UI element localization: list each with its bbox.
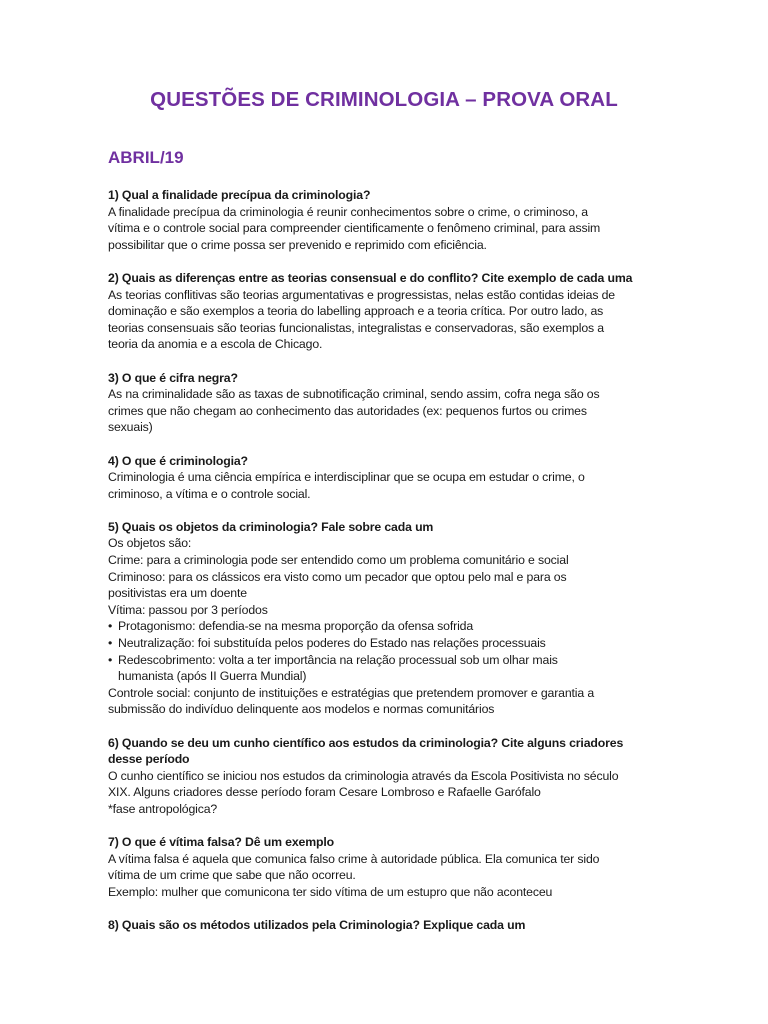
answer-line: Os objetos são: bbox=[108, 536, 192, 551]
question-heading: 2) Quais as diferenças entre as teorias consensual e do conflito? Cite exemplo de cada uma bbox=[108, 270, 633, 285]
answer-line: Crime: para a criminologia pode ser entendido como um problema comunitário e social bbox=[108, 553, 569, 568]
answer-line: crimes que não chegam ao conhecimento das autoridades (ex: pequenos furtos ou crimes bbox=[108, 403, 587, 418]
answer-line: possibilitar que o crime possa ser prevenido e reprimido com eficiência. bbox=[108, 237, 487, 252]
answer-line: *fase antropológica? bbox=[108, 801, 218, 816]
question-heading: 7) O que é vítima falsa? Dê um exemplo bbox=[108, 835, 334, 850]
bullet-text: Neutralização: foi substituída pelos poderes do Estado nas relações processuais bbox=[118, 636, 546, 651]
answer-line: As teorias conflitivas são teorias argumentativas e progressistas, nelas estão contidas ideias de bbox=[108, 287, 615, 302]
document-subtitle: ABRIL/19 bbox=[108, 148, 184, 167]
question-block-4 bbox=[108, 453, 668, 503]
question-block-8 bbox=[108, 917, 668, 934]
questions-list bbox=[108, 187, 668, 950]
bullet-item bbox=[108, 618, 668, 635]
bullet-dot-icon: • bbox=[108, 636, 113, 651]
question-heading: 1) Qual a finalidade precípua da criminologia? bbox=[108, 188, 371, 202]
bullet-continuation: humanista (após II Guerra Mundial) bbox=[118, 669, 307, 684]
question-block-6 bbox=[108, 735, 668, 818]
question-heading: 5) Quais os objetos da criminologia? Fale sobre cada um bbox=[108, 519, 434, 534]
bullet-item bbox=[108, 635, 668, 652]
question-block-3 bbox=[108, 370, 668, 436]
bullet-text: Protagonismo: defendia-se na mesma proporção da ofensa sofrida bbox=[118, 619, 474, 634]
answer-line: vítima e o controle social para compreender cientificamente o fenômeno criminal, para assim bbox=[108, 221, 601, 236]
answer-line: teoria da anomia e a escola de Chicago. bbox=[108, 337, 323, 352]
question-block-7 bbox=[108, 834, 668, 900]
question-heading: 6) Quando se deu um cunho científico aos estudos da criminologia? Cite alguns criadores bbox=[108, 735, 624, 750]
question-heading: 4) O que é criminologia? bbox=[108, 453, 248, 468]
question-block-2 bbox=[108, 270, 668, 353]
document-title: QUESTÕES DE CRIMINOLOGIA – PROVA ORAL bbox=[150, 88, 618, 111]
answer-line: positivistas era um doente bbox=[108, 586, 247, 601]
answer-line: Vítima: passou por 3 períodos bbox=[108, 602, 268, 617]
answer-line: Criminologia é uma ciência empírica e interdisciplinar que se ocupa em estudar o crime, o bbox=[108, 470, 585, 485]
bullet-dot-icon: • bbox=[108, 652, 113, 667]
answer-line: As na criminalidade são as taxas de subnotificação criminal, sendo assim, cofra nega são os bbox=[108, 387, 600, 402]
answer-line: A vítima falsa é aquela que comunica falso crime à autoridade pública. Ela comunica ter sido bbox=[108, 851, 600, 866]
question-block-5 bbox=[108, 519, 668, 718]
answer-line: Criminoso: para os clássicos era visto como um pecador que optou pelo mal e para os bbox=[108, 569, 567, 584]
answer-line: XIX. Alguns criadores desse período foram Cesare Lombroso e Rafaelle Garófalo bbox=[108, 785, 541, 800]
answer-line: A finalidade precípua da criminologia é reunir conhecimentos sobre o crime, o criminoso, a bbox=[108, 204, 588, 219]
answer-line: Controle social: conjunto de instituições e estratégias que pretendem promover e garantia a bbox=[108, 685, 595, 700]
question-heading: 3) O que é cifra negra? bbox=[108, 370, 238, 385]
bullet-item bbox=[108, 652, 668, 669]
question-heading: 8) Quais são os métodos utilizados pela Criminologia? Explique cada um bbox=[108, 918, 526, 933]
answer-line: submissão do indivíduo delinquente aos modelos e normas comunitários bbox=[108, 702, 495, 717]
answer-line: teorias consensuais são teorias funcionalistas, integralistas e conservadoras, são exemplos a bbox=[108, 320, 604, 335]
bullet-text: Redescobrimento: volta a ter importância na relação processual sob um olhar mais bbox=[118, 652, 558, 667]
answer-line: Exemplo: mulher que comunicona ter sido vítima de um estupro que não aconteceu bbox=[108, 884, 553, 899]
answer-line: sexuais) bbox=[108, 420, 153, 435]
answer-line: vítima de um crime que sabe que não ocorreu. bbox=[108, 868, 356, 883]
question-block-1 bbox=[108, 187, 668, 253]
answer-line: O cunho científico se iniciou nos estudos da criminologia através da Escola Positivista no século bbox=[108, 768, 619, 783]
question-heading: desse período bbox=[108, 752, 190, 767]
bullet-dot-icon: • bbox=[108, 619, 113, 634]
answer-line: dominação e são exemplos a teoria do labelling approach e a teoria crítica. Por outro lado, as bbox=[108, 304, 604, 319]
answer-line: criminoso, a vítima e o controle social. bbox=[108, 486, 311, 501]
